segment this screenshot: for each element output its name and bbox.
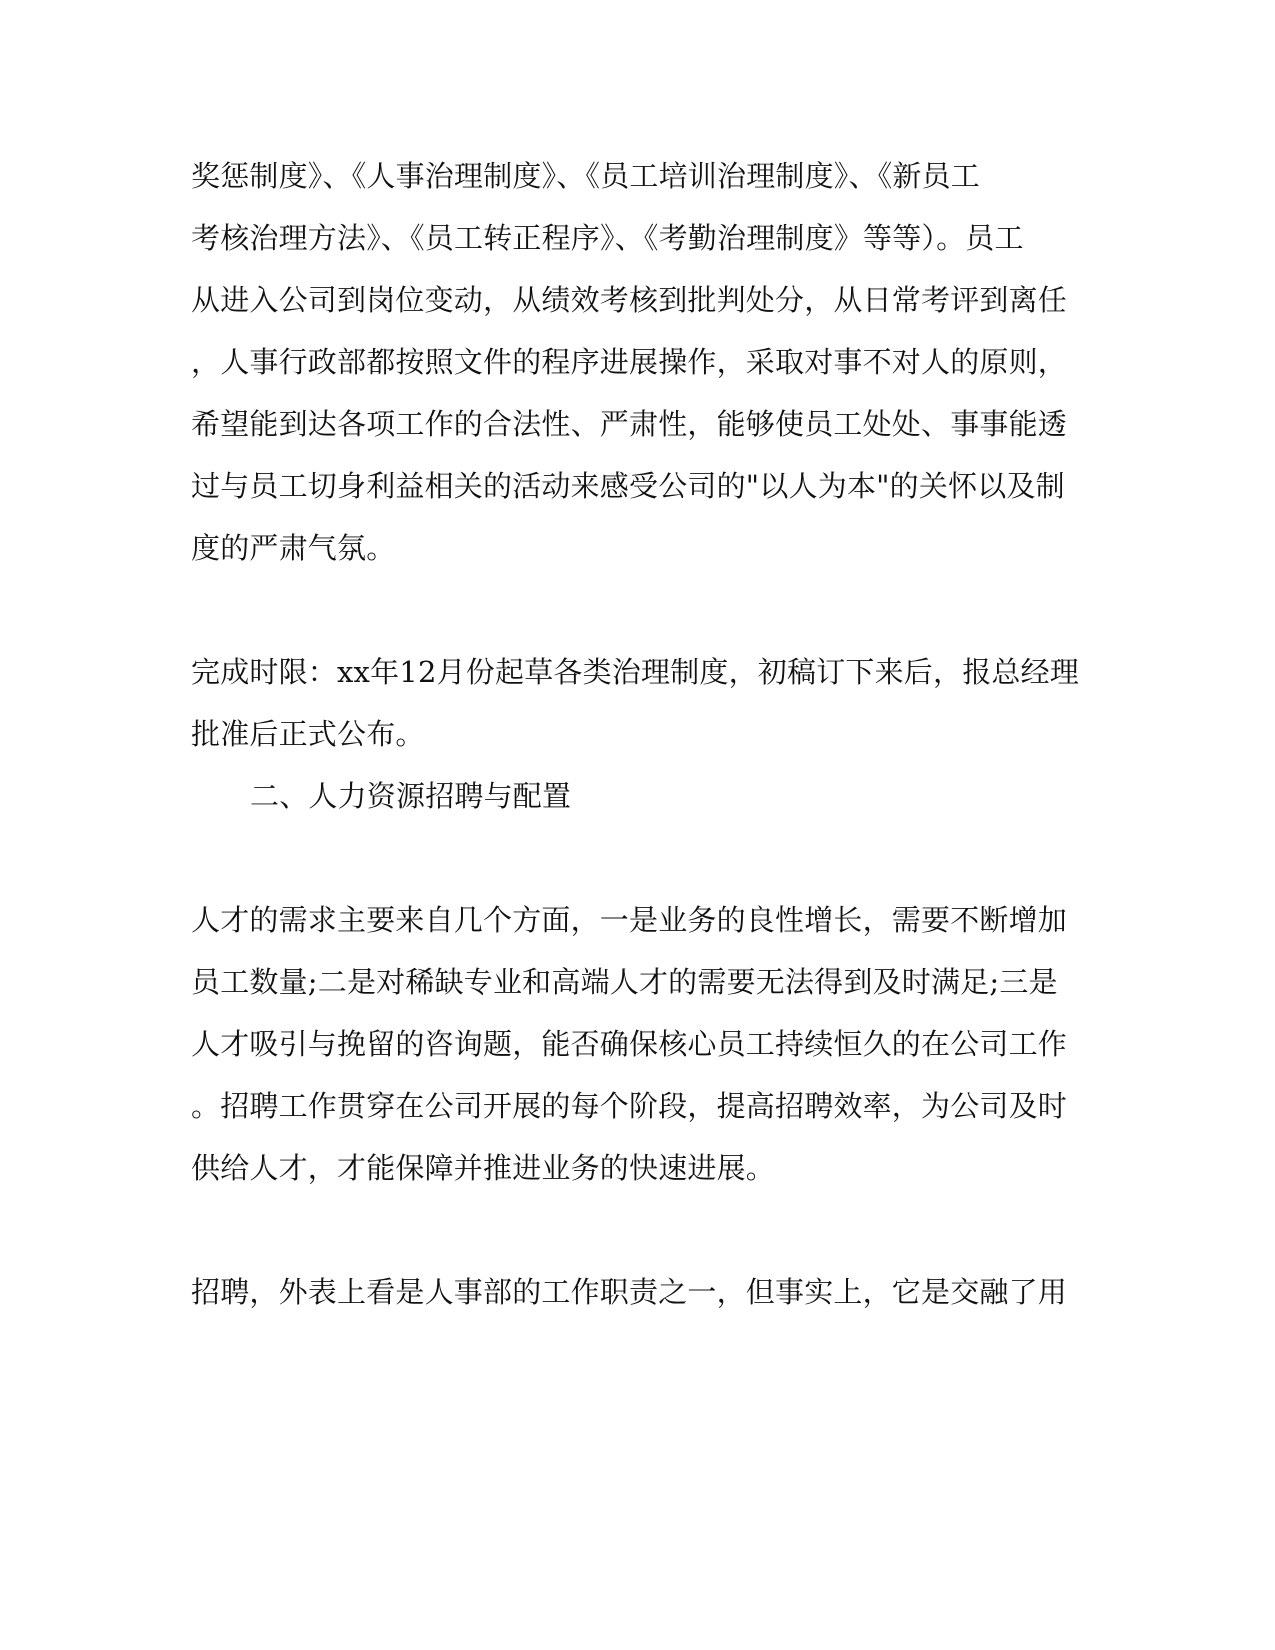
- paragraph-1-line-5: 希望能到达各项工作的合法性、严肃性，能够使员工处处、事事能透: [191, 407, 1068, 441]
- paragraph-1-line-2: 考核治理方法》、《员工转正程序》、《考勤治理制度》等等）。员工: [191, 221, 1024, 255]
- paragraph-3-line-5: 供给人才，才能保障并推进业务的快速进展。: [191, 1151, 776, 1185]
- paragraph-4-line-1: 招聘，外表上看是人事部的工作职责之一，但事实上，它是交融了用: [191, 1275, 1068, 1309]
- paragraph-3-line-4: 。招聘工作贯穿在公司开展的每个阶段，提高招聘效率，为公司及时: [191, 1089, 1068, 1123]
- paragraph-3-line-1: 人才的需求主要来自几个方面，一是业务的良性增长，需要不断增加: [191, 903, 1068, 937]
- paragraph-3-line-3: 人才吸引与挽留的咨询题，能否确保核心员工持续恒久的在公司工作: [191, 1027, 1068, 1061]
- paragraph-1-line-3: 从进入公司到岗位变动，从绩效考核到批判处分，从日常考评到离任: [191, 283, 1068, 317]
- paragraph-1-line-1: 奖惩制度》、《人事治理制度》、《员工培训治理制度》、《新员工: [191, 159, 981, 193]
- paragraph-1-line-6: 过与员工切身利益相关的活动来感受公司的"以人为本"的关怀以及制: [191, 469, 1065, 503]
- paragraph-1-line-7: 度的严肃气氛。: [191, 531, 396, 565]
- paragraph-3-line-2: 员工数量;二是对稀缺专业和高端人才的需要无法得到及时满足;三是: [191, 965, 1058, 999]
- paragraph-2-line-2: 批准后正式公布。: [191, 717, 425, 751]
- paragraph-1-line-4: ，人事行政部都按照文件的程序进展操作，采取对事不对人的原则，: [191, 345, 1068, 379]
- paragraph-2-line-1: 完成时限：xx年12月份起草各类治理制度，初稿订下来后，报总经理: [191, 655, 1080, 689]
- section-heading: 二、人力资源招聘与配置: [250, 779, 572, 813]
